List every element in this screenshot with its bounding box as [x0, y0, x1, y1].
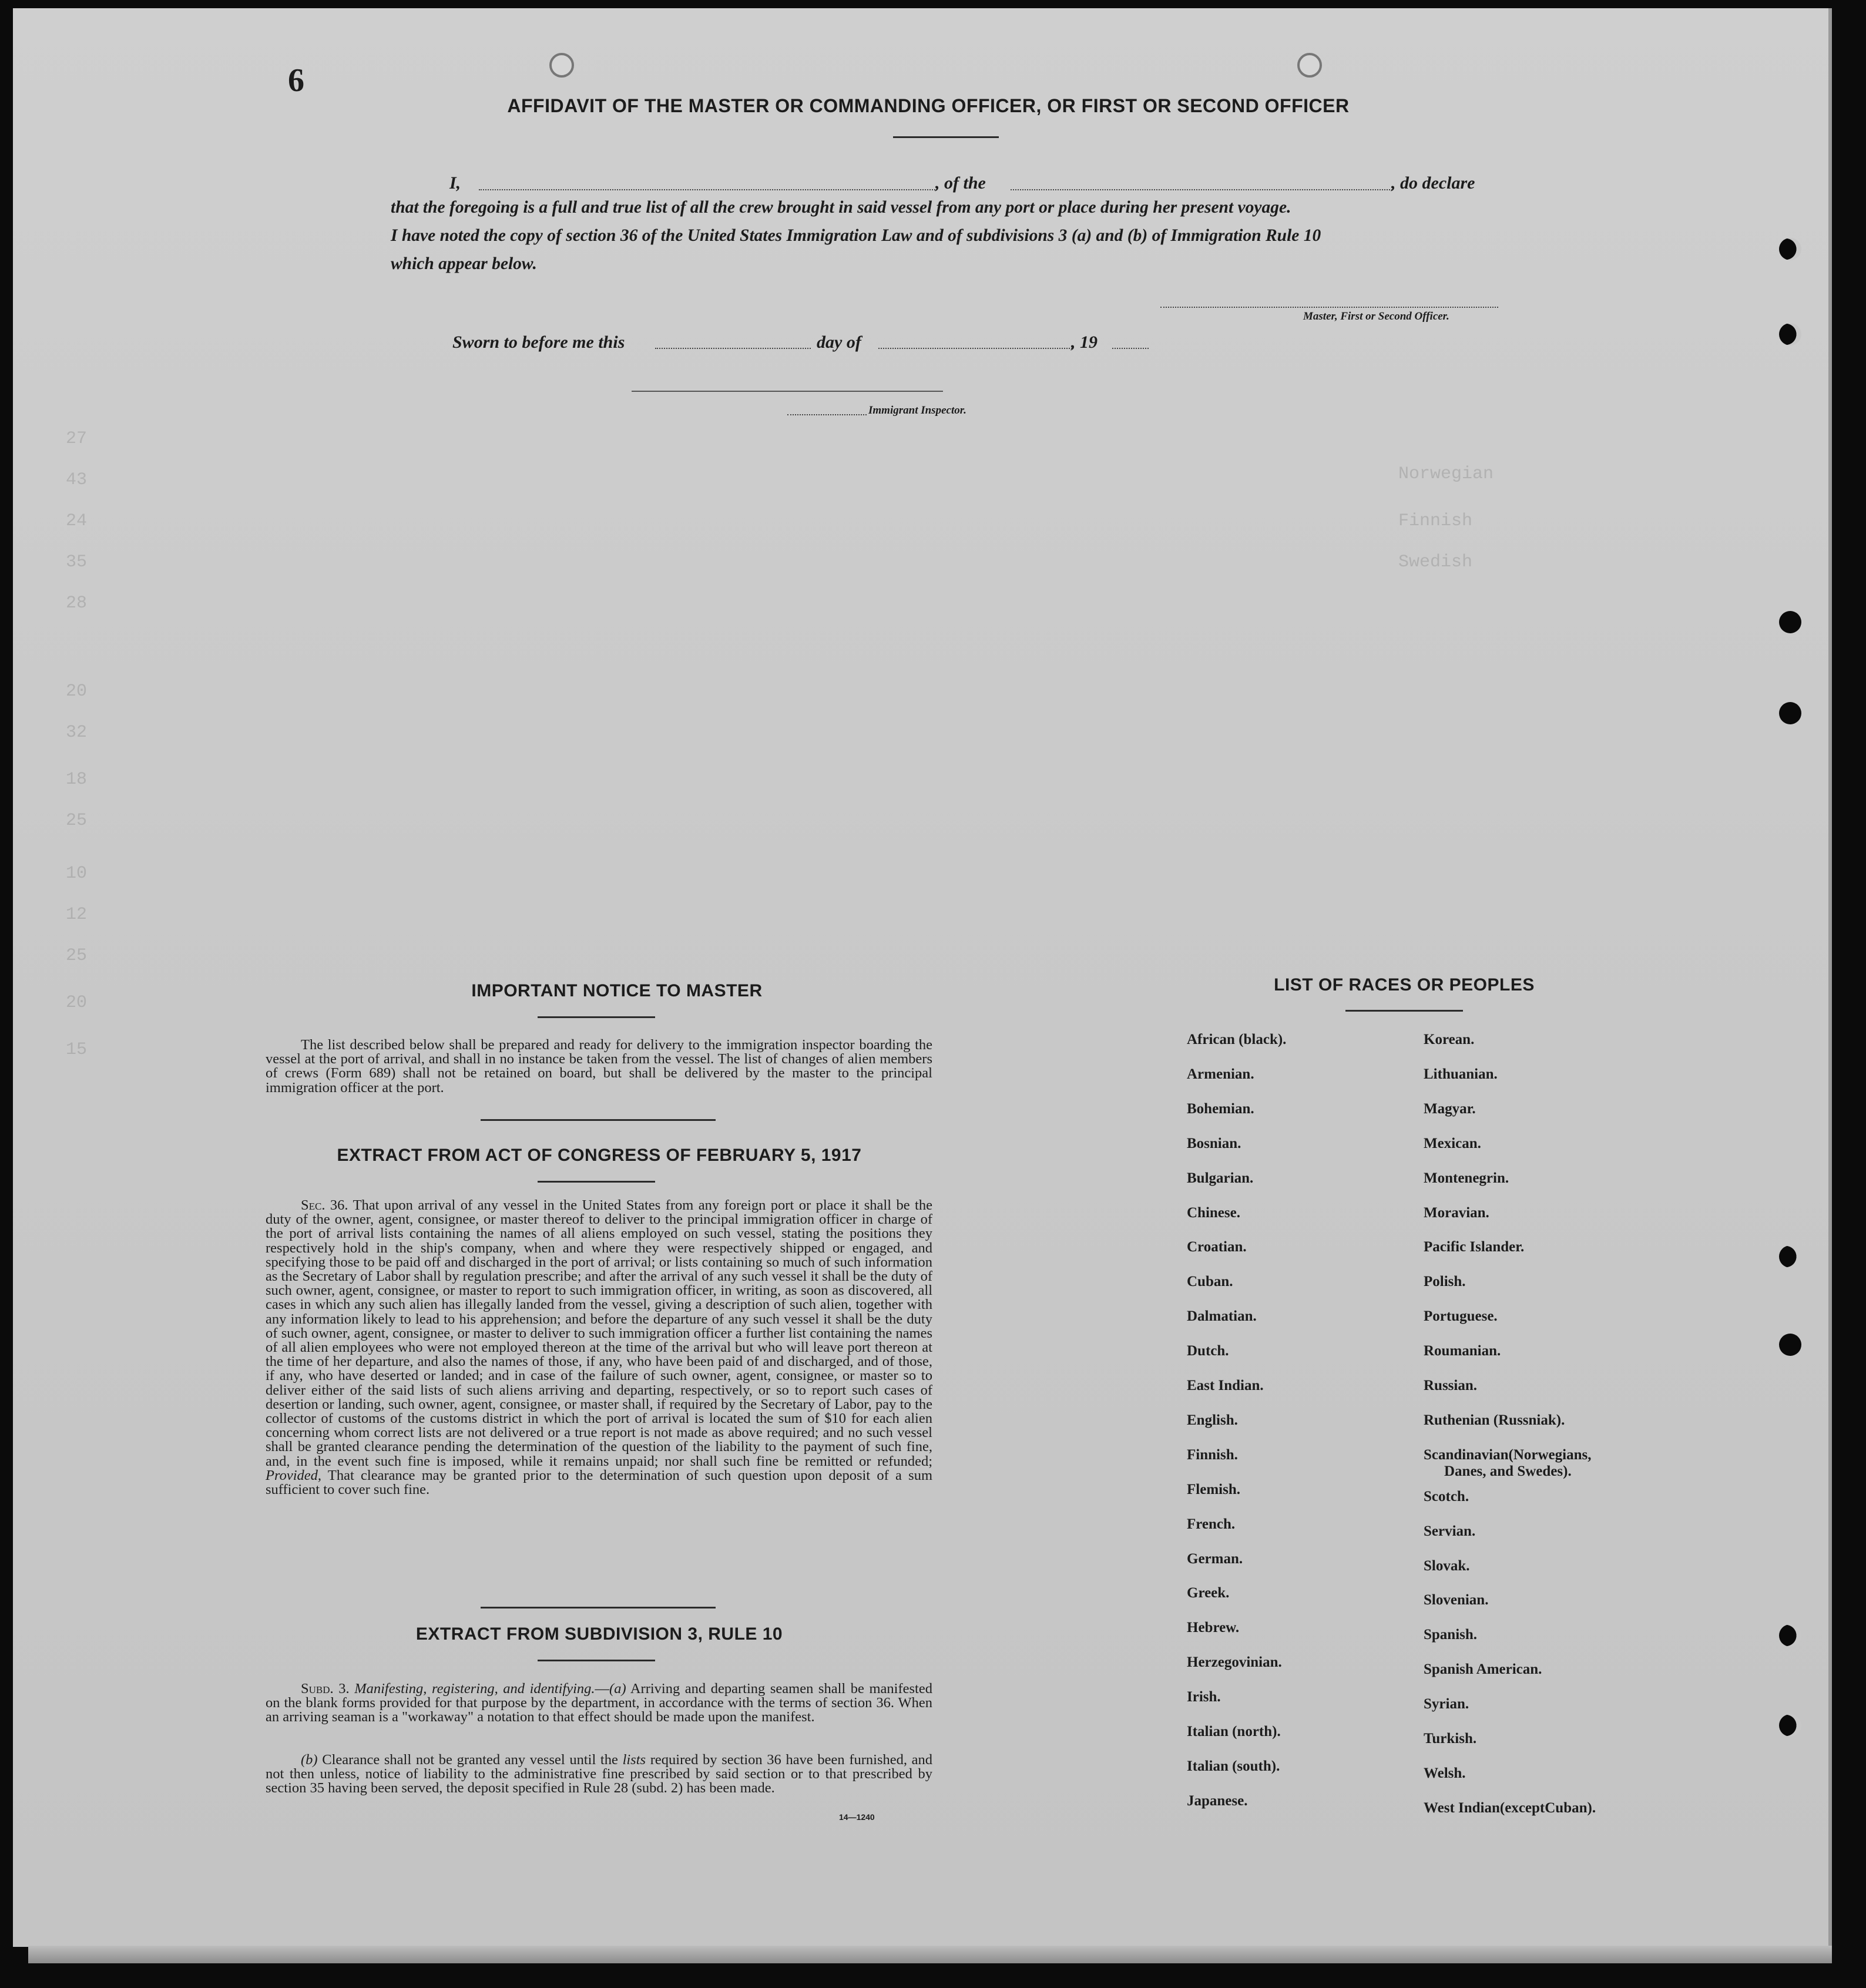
race-item: Spanish American.	[1424, 1661, 1542, 1678]
affidavit-line1-end: , do declare	[1391, 173, 1475, 193]
punch-hole-right-6	[1779, 1334, 1801, 1356]
punch-hole-top-left	[549, 53, 574, 78]
race-item: Bohemian.	[1187, 1100, 1254, 1117]
punch-hole-right-4	[1779, 702, 1801, 724]
affidavit-line2: that the foregoing is a full and true list of all the crew brought in said vessel from any port or place during her present voyage.	[391, 198, 1291, 217]
race-item: Magyar.	[1424, 1100, 1476, 1117]
punch-hole-right-2	[1779, 323, 1801, 345]
race-item: Syrian.	[1424, 1696, 1469, 1712]
act-provided-label: Provided,	[266, 1467, 322, 1483]
race-item: Pacific Islander.	[1424, 1239, 1525, 1255]
act-extract-title-rule	[538, 1181, 655, 1183]
race-item: German.	[1187, 1550, 1243, 1567]
sworn-month-field[interactable]	[878, 348, 1072, 349]
race-item: Lithuanian.	[1424, 1066, 1498, 1082]
race-item: Turkish.	[1424, 1731, 1477, 1747]
race-item: Russian.	[1424, 1378, 1478, 1393]
inspector-caption: Immigrant Inspector.	[868, 404, 966, 417]
race-item: East Indian.	[1187, 1378, 1264, 1393]
race-item: Cuban.	[1187, 1274, 1233, 1290]
rule-part-b	[266, 1753, 932, 1796]
race-item: Welsh.	[1424, 1765, 1466, 1781]
sworn-year: , 19	[1071, 333, 1098, 352]
race-item: Scotch.	[1424, 1488, 1469, 1505]
race-item: Mexican.	[1424, 1135, 1481, 1151]
master-signature-field[interactable]	[1160, 307, 1498, 308]
race-item: Irish.	[1187, 1689, 1221, 1705]
races-title: LIST OF RACES OR PEOPLES	[1274, 975, 1535, 995]
race-item: Bulgarian.	[1187, 1170, 1254, 1186]
race-item: Italian (north).	[1187, 1724, 1281, 1740]
punch-hole-right-1	[1779, 238, 1801, 260]
act-section-label: Sec. 36.	[301, 1197, 348, 1213]
race-item: Scandinavian(Norwegians,	[1424, 1446, 1592, 1463]
rule-part-b-label: (b)	[301, 1752, 318, 1768]
punch-hole-right-3	[1779, 611, 1801, 633]
race-item: Chinese.	[1187, 1204, 1240, 1221]
affidavit-line1-start: I,	[449, 173, 461, 193]
inspector-caption-line	[787, 414, 867, 415]
act-extract-title: EXTRACT FROM ACT OF CONGRESS OF FEBRUARY 5, 1917	[337, 1146, 862, 1165]
page-mark: 6	[288, 62, 304, 99]
race-item: Dalmatian.	[1187, 1308, 1257, 1325]
race-item: Japanese.	[1187, 1792, 1248, 1809]
master-signature-caption: Master, First or Second Officer.	[1303, 310, 1449, 323]
race-item: Croatian.	[1187, 1239, 1247, 1255]
declarant-name-field[interactable]	[479, 189, 937, 190]
rule-part-a-label: (a)	[609, 1681, 626, 1697]
inspector-signature-field[interactable]	[632, 391, 943, 392]
race-item: Slovenian.	[1424, 1592, 1489, 1608]
rule-subd-label: Subd. 3.	[301, 1681, 350, 1697]
race-item: Flemish.	[1187, 1481, 1240, 1497]
act-extract-body	[266, 1198, 932, 1497]
rule-part-a-text: Arriving and departing seamen shall be manifested on the blank forms provided for that purpose by the department, in accordance with the terms of section 36. When an arriving seaman is a "workaway" a notation to that effect should be made upon the manifest.	[266, 1681, 932, 1725]
race-item: Korean.	[1424, 1032, 1475, 1047]
race-item: Spanish.	[1424, 1627, 1478, 1643]
race-item: Ruthenian (Russniak).	[1424, 1412, 1565, 1428]
sworn-day-field[interactable]	[655, 348, 811, 349]
rule-extract-title: EXTRACT FROM SUBDIVISION 3, RULE 10	[415, 1624, 783, 1644]
race-item: Danes, and Swedes).	[1444, 1463, 1572, 1479]
sworn-year-field[interactable]	[1112, 348, 1149, 349]
form-number: 14—1240	[839, 1812, 875, 1822]
punch-hole-right-5	[1779, 1245, 1801, 1268]
rule-part-b-text-2: required by section 36 have been furnished, and not then unless, notice of liability to the administrative fine prescribed by said section or to that prescribed by section 35 having been served, the deposit specified in Rule 28 (subd. 2) has been made.	[266, 1752, 933, 1796]
race-item: English.	[1187, 1412, 1238, 1428]
act-provided-text: That clearance may be granted prior to the determination of such question upon deposit of a sum sufficient to cover such fine.	[266, 1467, 933, 1498]
race-item: Montenegrin.	[1424, 1170, 1509, 1186]
punch-hole-top-right	[1297, 53, 1322, 78]
punch-hole-right-8	[1779, 1714, 1801, 1737]
affidavit-line3: I have noted the copy of section 36 of the United States Immigration Law and of subdivisions 3 (a) and (b) of Immigration Rule 10	[391, 226, 1321, 245]
notice-divider	[481, 1119, 716, 1121]
race-item: Finnish.	[1187, 1446, 1238, 1463]
act-extract-divider	[481, 1607, 716, 1608]
race-item: Slovak.	[1424, 1557, 1470, 1574]
vessel-name-field[interactable]	[1011, 189, 1392, 190]
rule-subd-heading: Manifesting, registering, and identifying.	[354, 1681, 595, 1697]
race-item: French.	[1187, 1516, 1236, 1532]
race-item: Dutch.	[1187, 1343, 1229, 1359]
notice-title: IMPORTANT NOTICE TO MASTER	[471, 981, 763, 1000]
race-item: Roumanian.	[1424, 1343, 1501, 1359]
act-section-text: That upon arrival of any vessel in the United States from any foreign port or place it shall be the duty of the owner, agent, consignee, or master thereof to deliver to the principal immigration officer in charge of the port of arrival lists containing the names of all aliens employed on such vessel, stating the positions they respectively hold in the ship's company, when and where they were respectively shipped or engaged, and specifying those to be paid off and discharged in the port of arrival; or lists containing so much of such information as the Secretary of Labor shall by regulation prescribe; and after the arrival of any such vessel it shall be the duty of such owner, agent, consignee, or master to report to such immigration officer, in writing, as soon as discovered, all cases in which any such alien has illegally landed from the vessel, giving a description of such alien, together with any information likely to lead to his apprehension; and before the departure of any such vessel it shall be the duty of such owner, agent, consignee, or master to deliver to such immigration officer a further list containing the names of all alien employees who were not employed thereon at the time of the arrival but who will leave port thereon at the time of her departure, and also the names of those, if any, who have been paid of and discharged, and of those, if any, who have deserted or landed; and in case of the failure of such owner, agent, consignee, or master so to deliver either of the said lists of such aliens arriving and departing, respectively, or so to report such cases of desertion or landing, such owner, agent, consignee, or master shall, if required by the Secretary of Labor, pay to the collector of customs of the customs district in which the port of arrival is located the sum of $10 for each alien concerning whom correct lists are not delivered or a true report is not made as above required; and no such vessel shall be granted clearance pending the determination of the question of the liability to the payment of such fine, and, in the event such fine is imposed, while it remains unpaid; nor shall such fine be remitted or refunded;	[266, 1197, 932, 1469]
race-item: West Indian(exceptCuban).	[1424, 1799, 1596, 1816]
race-item: Servian.	[1424, 1523, 1476, 1539]
race-item: Hebrew.	[1187, 1620, 1240, 1636]
rule-part-b-lists: lists	[622, 1752, 646, 1768]
race-item: Moravian.	[1424, 1204, 1489, 1221]
rule-part-a: Subd. 3. Manifesting, registering, and identifying.—(a) Arriving and departing seamen shall be manifested on the blank forms provided for that purpose by the department, in accordance with the terms of section 36. When an arriving seaman is a "workaway" a notation to that effect should be made upon the manifest.	[266, 1681, 932, 1725]
affidavit-line1-mid: , of the	[935, 173, 986, 193]
race-item: African (black).	[1187, 1032, 1287, 1047]
affidavit-title-rule	[893, 136, 999, 138]
race-item: Bosnian.	[1187, 1135, 1241, 1151]
race-item: Portuguese.	[1424, 1308, 1498, 1325]
notice-title-rule	[538, 1016, 655, 1018]
notice-body: The list described below shall be prepared and ready for delivery to the immigration inspector boarding the vessel at the port of arrival, and shall in no instance be taken from the vessel. The list of changes of alien members of crews (Form 689) shall not be retained on board, but shall be delivered by the master to the principal immigration officer at the port.	[266, 1037, 932, 1096]
affidavit-title: AFFIDAVIT OF THE MASTER OR COMMANDING OFFICER, OR FIRST OR SECOND OFFICER	[507, 95, 1350, 116]
sworn-text: Sworn to before me this	[452, 333, 625, 352]
race-item: Greek.	[1187, 1585, 1230, 1601]
race-item: Italian (south).	[1187, 1758, 1280, 1774]
affidavit-line4: which appear below.	[391, 254, 537, 273]
sworn-day-of: day of	[817, 333, 861, 352]
punch-hole-right-7	[1779, 1624, 1801, 1647]
race-item: Herzegovinian.	[1187, 1654, 1282, 1671]
rule-extract-title-rule	[538, 1660, 655, 1661]
race-item: Polish.	[1424, 1274, 1466, 1290]
race-item: Armenian.	[1187, 1066, 1254, 1082]
races-title-rule	[1345, 1010, 1463, 1012]
rule-part-b-text-1: Clearance shall not be granted any vessel until the	[322, 1752, 618, 1768]
sheet-bottom-edge	[28, 1946, 1832, 1963]
